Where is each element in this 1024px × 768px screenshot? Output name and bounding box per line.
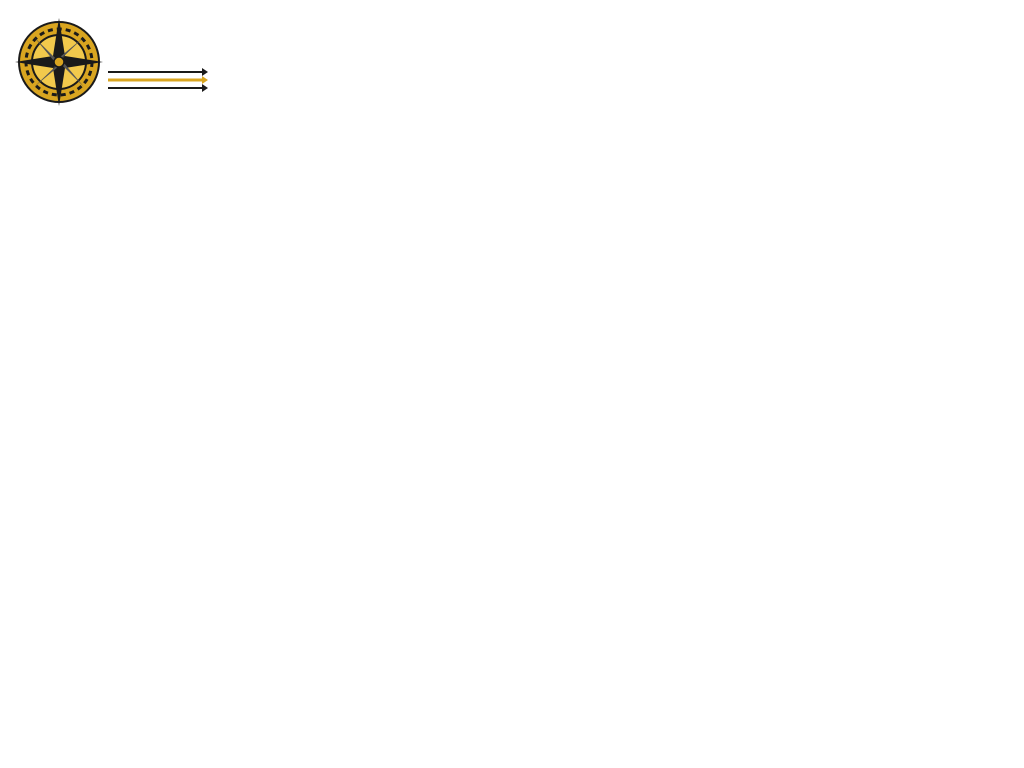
company-logo: [12, 16, 208, 110]
top-divider: [28, 121, 985, 131]
importance-list: [100, 490, 130, 586]
list-item: [100, 490, 130, 522]
list-item: [100, 538, 130, 570]
bottom-divider: [28, 683, 985, 693]
compass-rose-icon: [12, 16, 208, 110]
